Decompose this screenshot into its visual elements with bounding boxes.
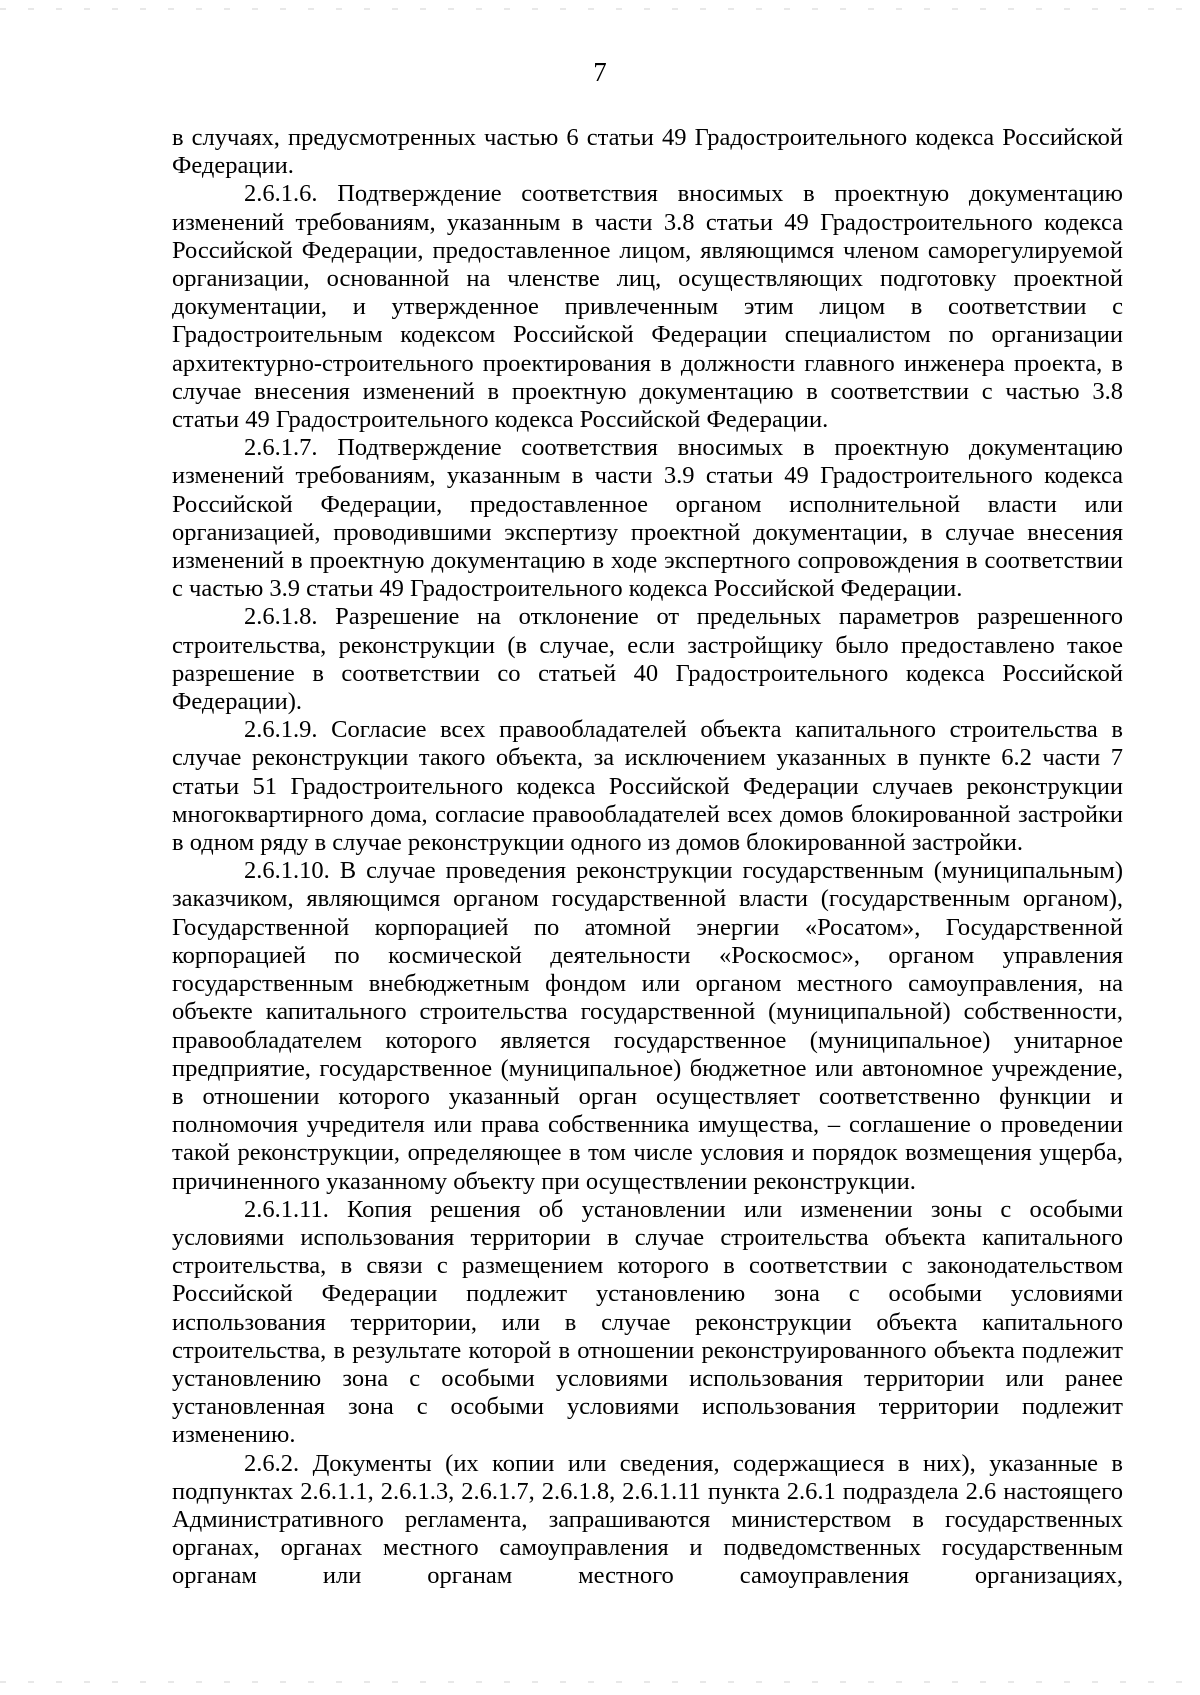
paragraph-2-6-1-8: 2.6.1.8. Разрешение на отклонение от предельных параметров разрешенного строительства, реконструкции (в случае, если застройщику было предоставлено такое разрешение в соответствии со статьей 40 Градостроительного кодекса Российской Федерации). bbox=[172, 603, 1123, 716]
scan-edge-top bbox=[0, 8, 1200, 10]
page-number: 7 bbox=[593, 57, 607, 87]
paragraph-2-6-1-9: 2.6.1.9. Согласие всех правообладателей объекта капитального строительства в случае реконструкции такого объекта, за исключением указанных в пункте 6.2 части 7 статьи 51 Градостроительного кодекса Российской Федерации случаев реконструкции многоквартирного дома, согласие правообладателей всех домов блокированной застройки в одном ряду в случае реконструкции одного из домов блокированной застройки. bbox=[172, 716, 1123, 857]
scan-edge-bottom bbox=[0, 1681, 1200, 1683]
paragraph-2-6-1-11: 2.6.1.11. Копия решения об установлении или изменении зоны с особыми условиями использования территории в случае строительства объекта капитального строительства, в связи с размещением которого в соответствии с законодательством Российской Федерации подлежит установлению зона с особыми условиями использования территории, или в случае реконструкции объекта капитального строительства, в результате которой в отношении реконструированного объекта подлежит установлению зона с особыми условиями использования территории или ранее установленная зона с особыми условиями использования территории подлежит изменению. bbox=[172, 1195, 1123, 1449]
paragraph-2-6-2: 2.6.2. Документы (их копии или сведения, содержащиеся в них), указанные в подпунктах 2.6.1.1, 2.6.1.3, 2.6.1.7, 2.6.1.8, 2.6.1.11 пункта 2.6.1 подраздела 2.6 настоящего Административного регламента, запрашиваются министерством в государственных органах, органах местного самоуправления и подведомственных государственным органам или органам местного самоуправления организациях, bbox=[172, 1449, 1123, 1590]
paragraph-continuation: в случаях, предусмотренных частью 6 статьи 49 Градостроительного кодекса Российской Федерации. bbox=[172, 124, 1123, 180]
paragraph-2-6-1-6: 2.6.1.6. Подтверждение соответствия вносимых в проектную документацию изменений требованиям, указанным в части 3.8 статьи 49 Градостроительного кодекса Российской Федерации, предоставленное лицом, являющимся членом саморегулируемой организации, основанной на членстве лиц, осуществляющих подготовку проектной документации, и утвержденное привлеченным этим лицом в соответствии с Градостроительным кодексом Российской Федерации специалистом по организации архитектурно-строительного проектирования в должности главного инженера проекта, в случае внесения изменений в проектную документацию в соответствии с частью 3.8 статьи 49 Градостроительного кодекса Российской Федерации. bbox=[172, 180, 1123, 434]
paragraph-2-6-1-7: 2.6.1.7. Подтверждение соответствия вносимых в проектную документацию изменений требованиям, указанным в части 3.9 статьи 49 Градостроительного кодекса Российской Федерации, предоставленное органом исполнительной власти или организацией, проводившими экспертизу проектной документации, в случае внесения изменений в проектную документацию в ходе экспертного сопровождения в соответствии с частью 3.9 статьи 49 Градостроительного кодекса Российской Федерации. bbox=[172, 434, 1123, 603]
document-body bbox=[172, 124, 1123, 1591]
paragraph-2-6-1-10: 2.6.1.10. В случае проведения реконструкции государственным (муниципальным) заказчиком, являющимся органом государственной власти (государственным органом), Государственной корпорацией по атомной энергии «Росатом», Государственной корпорацией по космической деятельности «Роскосмос», органом управления государственным внебюджетным фондом или органом местного самоуправления, на объекте капитального строительства государственной (муниципальной) собственности, правообладателем которого является государственное (муниципальное) унитарное предприятие, государственное (муниципальное) бюджетное или автономное учреждение, в отношении которого указанный орган осуществляет соответственно функции и полномочия учредителя или права собственника имущества, – соглашение о проведении такой реконструкции, определяющее в том числе условия и порядок возмещения ущерба, причиненного указанному объекту при осуществлении реконструкции. bbox=[172, 857, 1123, 1195]
